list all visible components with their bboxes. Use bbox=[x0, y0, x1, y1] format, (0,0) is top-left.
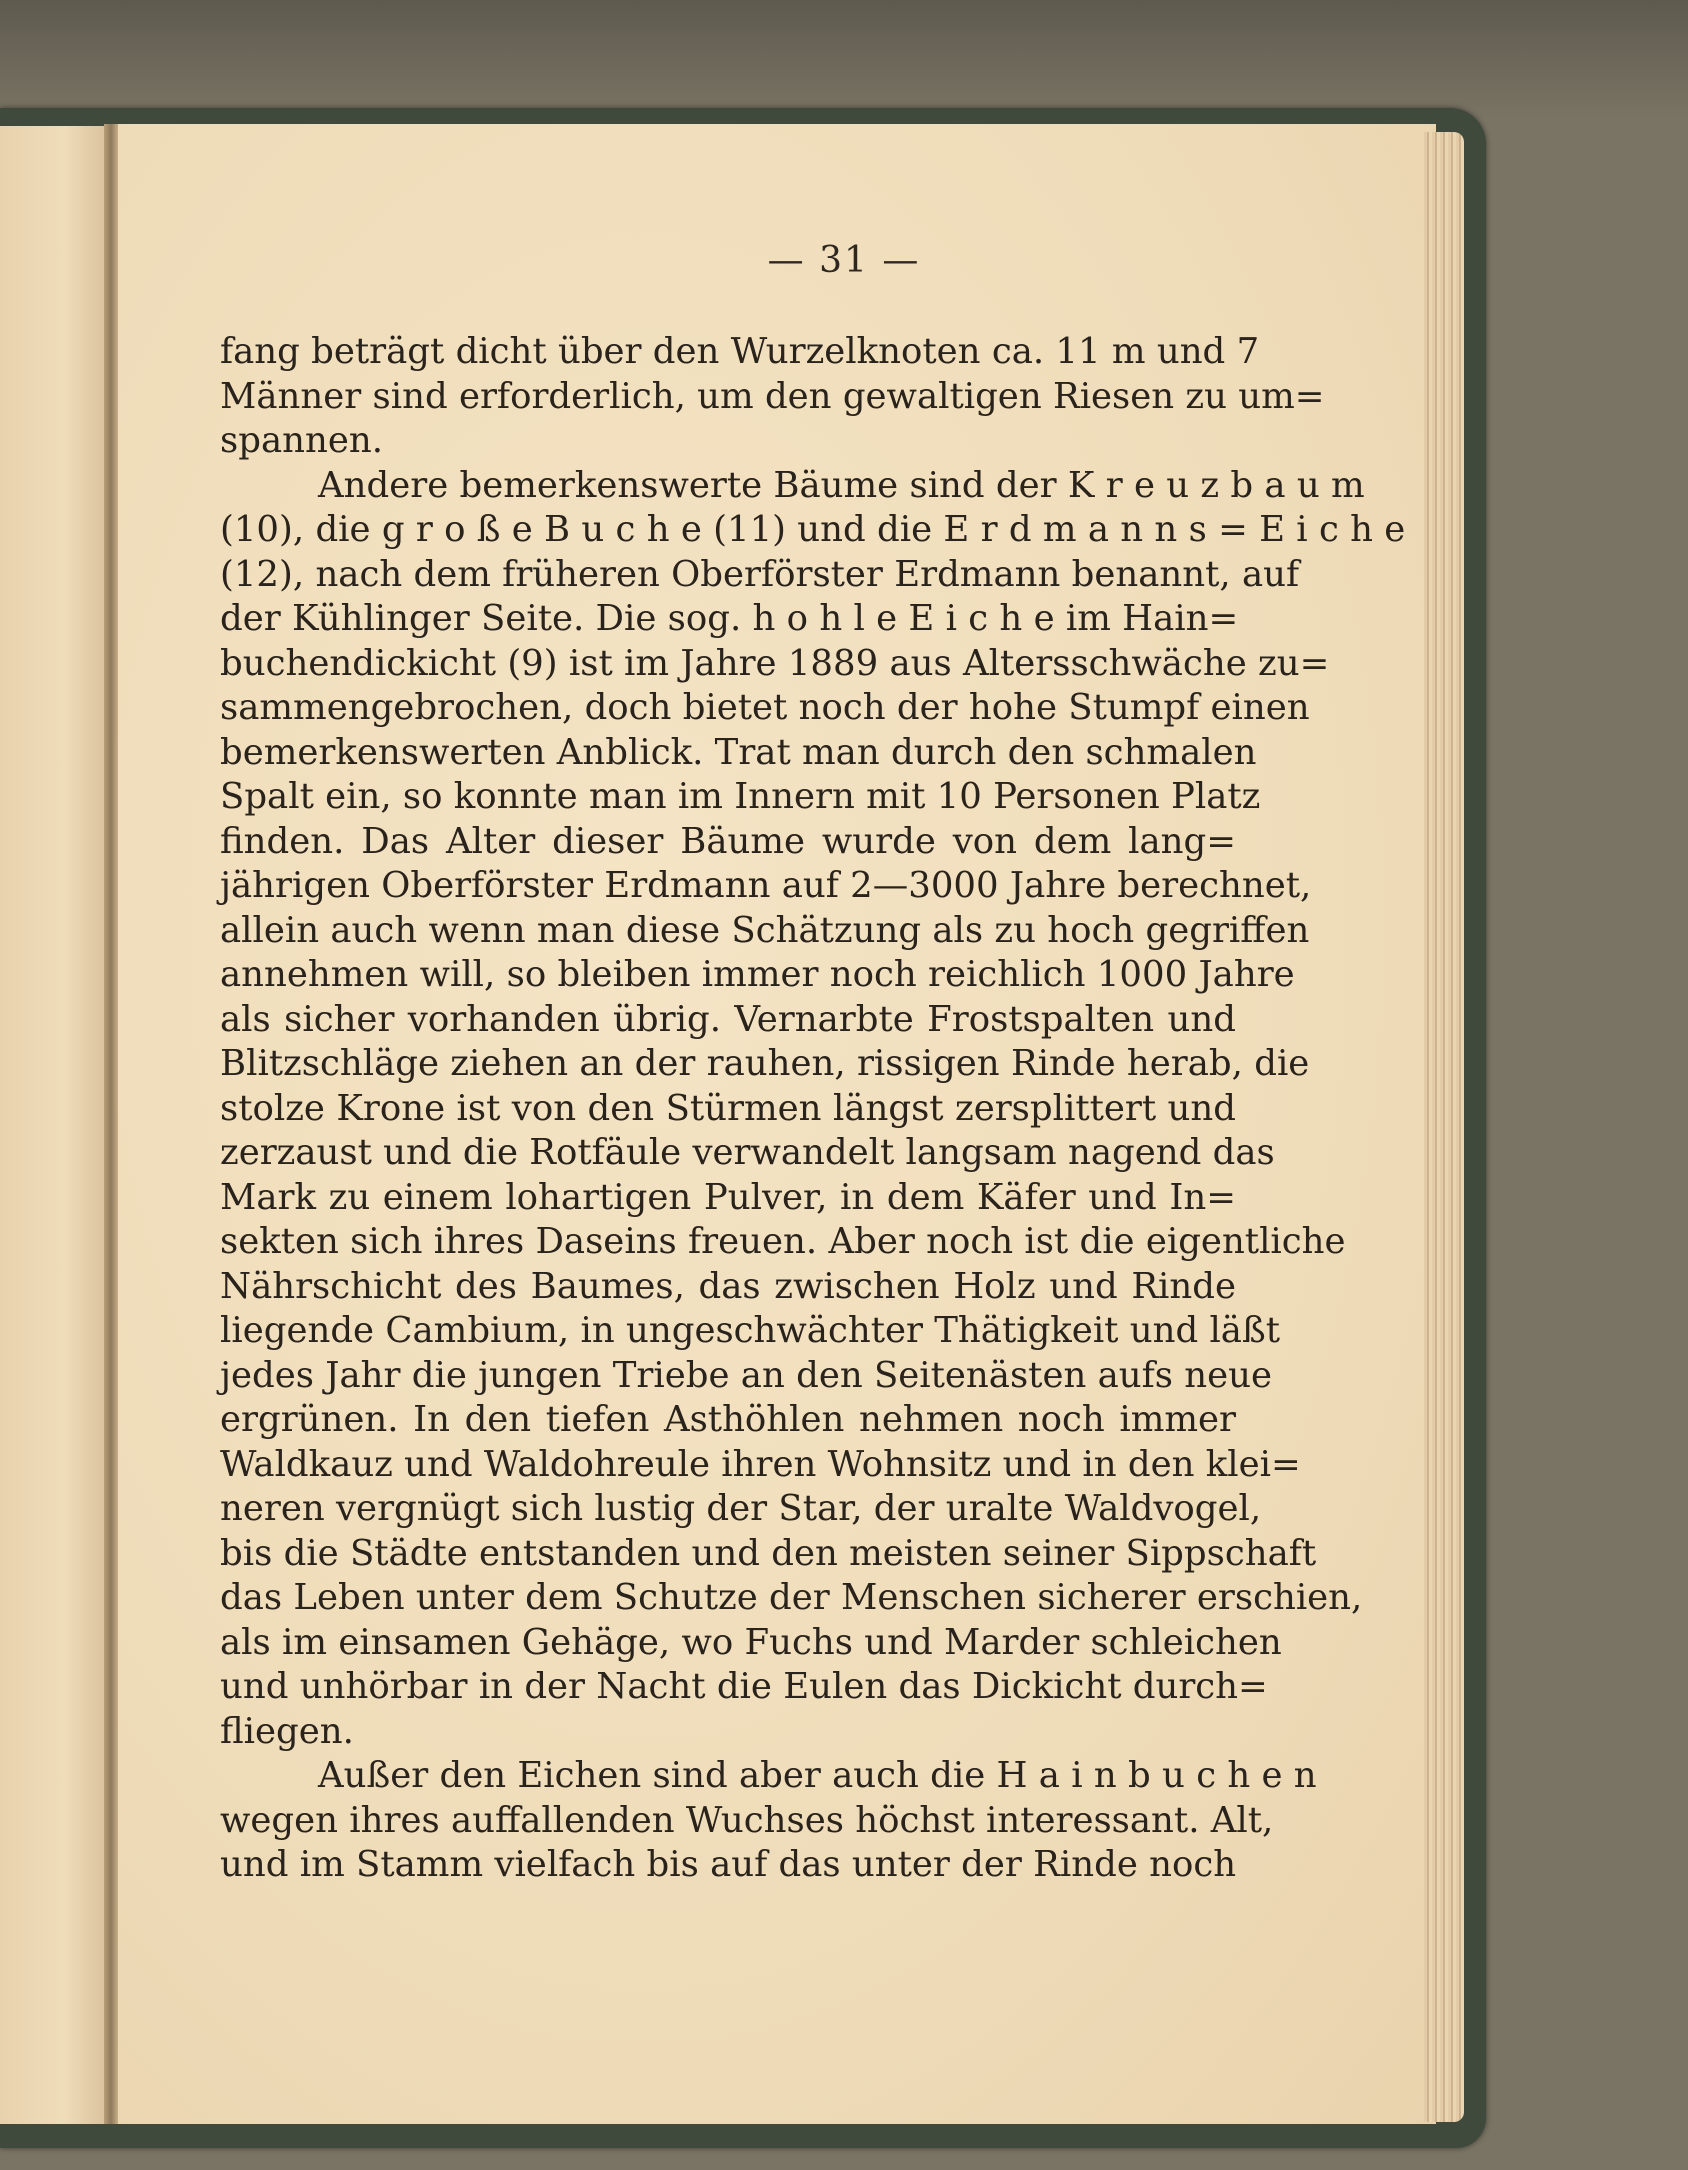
text-line: Männer sind erforderlich, um den gewaltigen Riesen zu um= bbox=[220, 375, 1325, 417]
text-line: Mark zu einem lohartigen Pulver, in dem Käfer und In= bbox=[220, 1176, 1236, 1218]
text-line: als sicher vorhanden übrig. Vernarbte Frostspalten und bbox=[220, 998, 1236, 1040]
text-line: allein auch wenn man diese Schätzung als zu hoch gegriffen bbox=[220, 909, 1310, 951]
body-text bbox=[220, 330, 1406, 1888]
text-line: annehmen will, so bleiben immer noch reichlich 1000 Jahre bbox=[220, 954, 1295, 995]
text-line: fang beträgt dicht über den Wurzelknoten ca. 11 m und 7 bbox=[220, 331, 1260, 372]
text-line: und unhörbar in der Nacht die Eulen das Dickicht durch= bbox=[220, 1666, 1268, 1707]
text-line: (12), nach dem früheren Oberförster Erdmann benannt, auf bbox=[220, 553, 1300, 595]
text-line: und im Stamm vielfach bis auf das unter der Rinde noch bbox=[220, 1844, 1237, 1885]
text-line: neren vergnügt sich lustig der Star, der uralte Waldvogel, bbox=[220, 1488, 1262, 1529]
text-line: finden. Das Alter dieser Bäume wurde von dem lang= bbox=[220, 820, 1236, 862]
text-line: buchendickicht (9) ist im Jahre 1889 aus Altersschwäche zu= bbox=[220, 642, 1330, 684]
text-line: Außer den Eichen sind aber auch die H a i n b u c h e n bbox=[318, 1755, 1317, 1796]
text-line: spannen. bbox=[220, 420, 383, 461]
text-line: sammengebrochen, doch bietet noch der hohe Stumpf einen bbox=[220, 687, 1310, 728]
text-line: als im einsamen Gehäge, wo Fuchs und Marder schleichen bbox=[220, 1621, 1282, 1663]
book-gutter bbox=[104, 124, 118, 2124]
text-line: Spalt ein, so konnte man im Innern mit 10 Personen Platz bbox=[220, 776, 1261, 817]
text-line: sekten sich ihres Daseins freuen. Aber noch ist die eigentliche bbox=[220, 1221, 1346, 1262]
text-line: fliegen. bbox=[220, 1710, 354, 1752]
text-line: das Leben unter dem Schutze der Menschen sicherer erschien, bbox=[220, 1577, 1363, 1618]
text-line: jährigen Oberförster Erdmann auf 2—3000 Jahre berechnet, bbox=[220, 865, 1312, 906]
left-page-edge bbox=[0, 126, 108, 2124]
text-line: zerzaust und die Rotfäule verwandelt langsam nagend das bbox=[220, 1132, 1275, 1173]
backdrop bbox=[0, 0, 1688, 120]
text-line: stolze Krone ist von den Stürmen längst zersplittert und bbox=[220, 1087, 1236, 1129]
text-line: wegen ihres auffallenden Wuchses höchst interessant. Alt, bbox=[220, 1799, 1274, 1841]
page-number: — 31 — bbox=[767, 240, 921, 281]
text-line: Andere bemerkenswerte Bäume sind der K r e u z b a u m bbox=[318, 464, 1365, 506]
text-line: ergrünen. In den tiefen Asthöhlen nehmen noch immer bbox=[220, 1399, 1236, 1440]
text-line: jedes Jahr die jungen Triebe an den Seitenästen aufs neue bbox=[220, 1354, 1273, 1396]
text-line: bemerkenswerten Anblick. Trat man durch den schmalen bbox=[220, 731, 1257, 773]
text-line: liegende Cambium, in ungeschwächter Thätigkeit und läßt bbox=[220, 1310, 1280, 1351]
text-line: (10), die g r o ß e B u c h e (11) und die E r d m a n n s = E i c h e bbox=[220, 509, 1406, 550]
text-line: bis die Städte entstanden und den meisten seiner Sippschaft bbox=[220, 1532, 1317, 1574]
text-line: Blitzschläge ziehen an der rauhen, rissigen Rinde herab, die bbox=[220, 1043, 1310, 1084]
text-line: Nährschicht des Baumes, das zwischen Holz und Rinde bbox=[220, 1265, 1236, 1307]
page-edges bbox=[1424, 132, 1464, 2122]
text-line: Waldkauz und Waldohreule ihren Wohnsitz und in den klei= bbox=[220, 1443, 1301, 1485]
text-line: der Kühlinger Seite. Die sog. h o h l e E i c h e im Hain= bbox=[220, 598, 1239, 639]
